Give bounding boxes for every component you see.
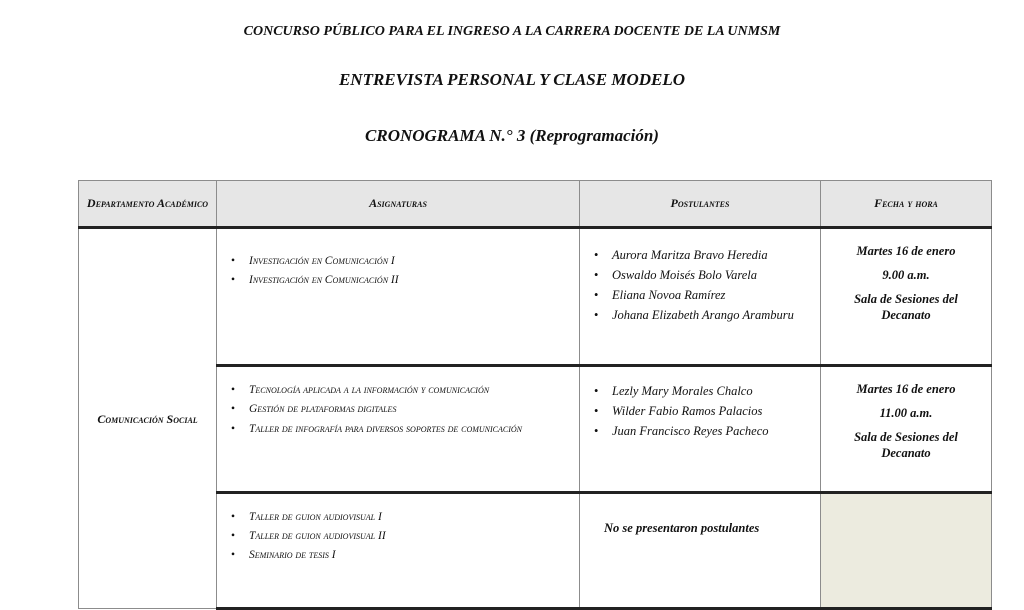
table-header-row [79, 181, 992, 228]
schedule-table [78, 180, 992, 610]
time-text: 9.00 a.m. [882, 268, 930, 282]
column-header-date-time: Fecha y hora [821, 181, 992, 228]
location-text: Sala de Sesiones del [854, 292, 958, 306]
applicant-item: • Juan Francisco Reyes Pacheco [612, 421, 820, 441]
applicants-list [580, 381, 820, 441]
time-text: 11.00 a.m. [879, 406, 933, 420]
date-text: Martes 16 de enero [856, 382, 956, 396]
subjects-list [217, 252, 579, 290]
subject-item: • Gestión de plataformas digitales [249, 400, 579, 419]
location-text: Sala de Sesiones del [854, 430, 958, 444]
date-text: Martes 16 de enero [856, 244, 956, 258]
subject-item: • Taller de guion audiovisual I [249, 508, 579, 527]
subject-item: • Taller de infografía para diversos soportes de comunicación [249, 419, 579, 436]
department-name: Comunicación Social [97, 411, 198, 426]
date-time-cell-empty [821, 493, 992, 609]
subject-item: • Investigación en Comunicación II [249, 271, 579, 290]
location-text-cont: Decanato [881, 308, 931, 322]
document-subtitle: ENTREVISTA PERSONAL Y CLASE MODELO [338, 70, 686, 89]
subjects-cell [217, 493, 580, 609]
location-text-cont: Decanato [881, 446, 931, 460]
applicants-list [580, 245, 820, 325]
date-time-cell [821, 366, 992, 493]
applicants-cell [580, 366, 821, 493]
schedule-title: CRONOGRAMA N.° 3 (Reprogramación) [365, 126, 659, 145]
applicant-item: • Lezly Mary Morales Chalco [612, 381, 820, 401]
subject-item: • Investigación en Comunicación I [249, 252, 579, 271]
applicant-item: • Oswaldo Moisés Bolo Varela [612, 265, 820, 285]
subject-item: • Seminario de tesis I [249, 546, 579, 565]
applicant-item: • Aurora Maritza Bravo Heredia [612, 245, 820, 265]
applicants-cell [580, 493, 821, 609]
column-header-applicants: Postulantes [580, 181, 821, 228]
applicants-cell [580, 228, 821, 366]
subjects-list [217, 508, 579, 565]
applicant-item: • Johana Elizabeth Arango Aramburu [612, 305, 820, 325]
table-row [79, 228, 992, 366]
subject-item: • Taller de guion audiovisual II [249, 527, 579, 546]
subject-item: • Tecnología aplicada a la información y comunicación [249, 381, 579, 400]
subjects-cell [217, 228, 580, 366]
date-time-cell [821, 228, 992, 366]
column-header-department: Departamento Académico [79, 181, 217, 228]
document-title: CONCURSO PÚBLICO PARA EL INGRESO A LA CARRERA DOCENTE DE LA UNMSM [243, 24, 781, 39]
applicant-item: • Eliana Novoa Ramírez [612, 285, 820, 305]
subjects-cell [217, 366, 580, 493]
column-header-subjects: Asignaturas [217, 181, 580, 228]
no-applicants-note: No se presentaron postulantes [604, 521, 760, 535]
applicant-item: • Wilder Fabio Ramos Palacios [612, 401, 820, 421]
subjects-list [217, 381, 579, 436]
department-cell [79, 228, 217, 609]
